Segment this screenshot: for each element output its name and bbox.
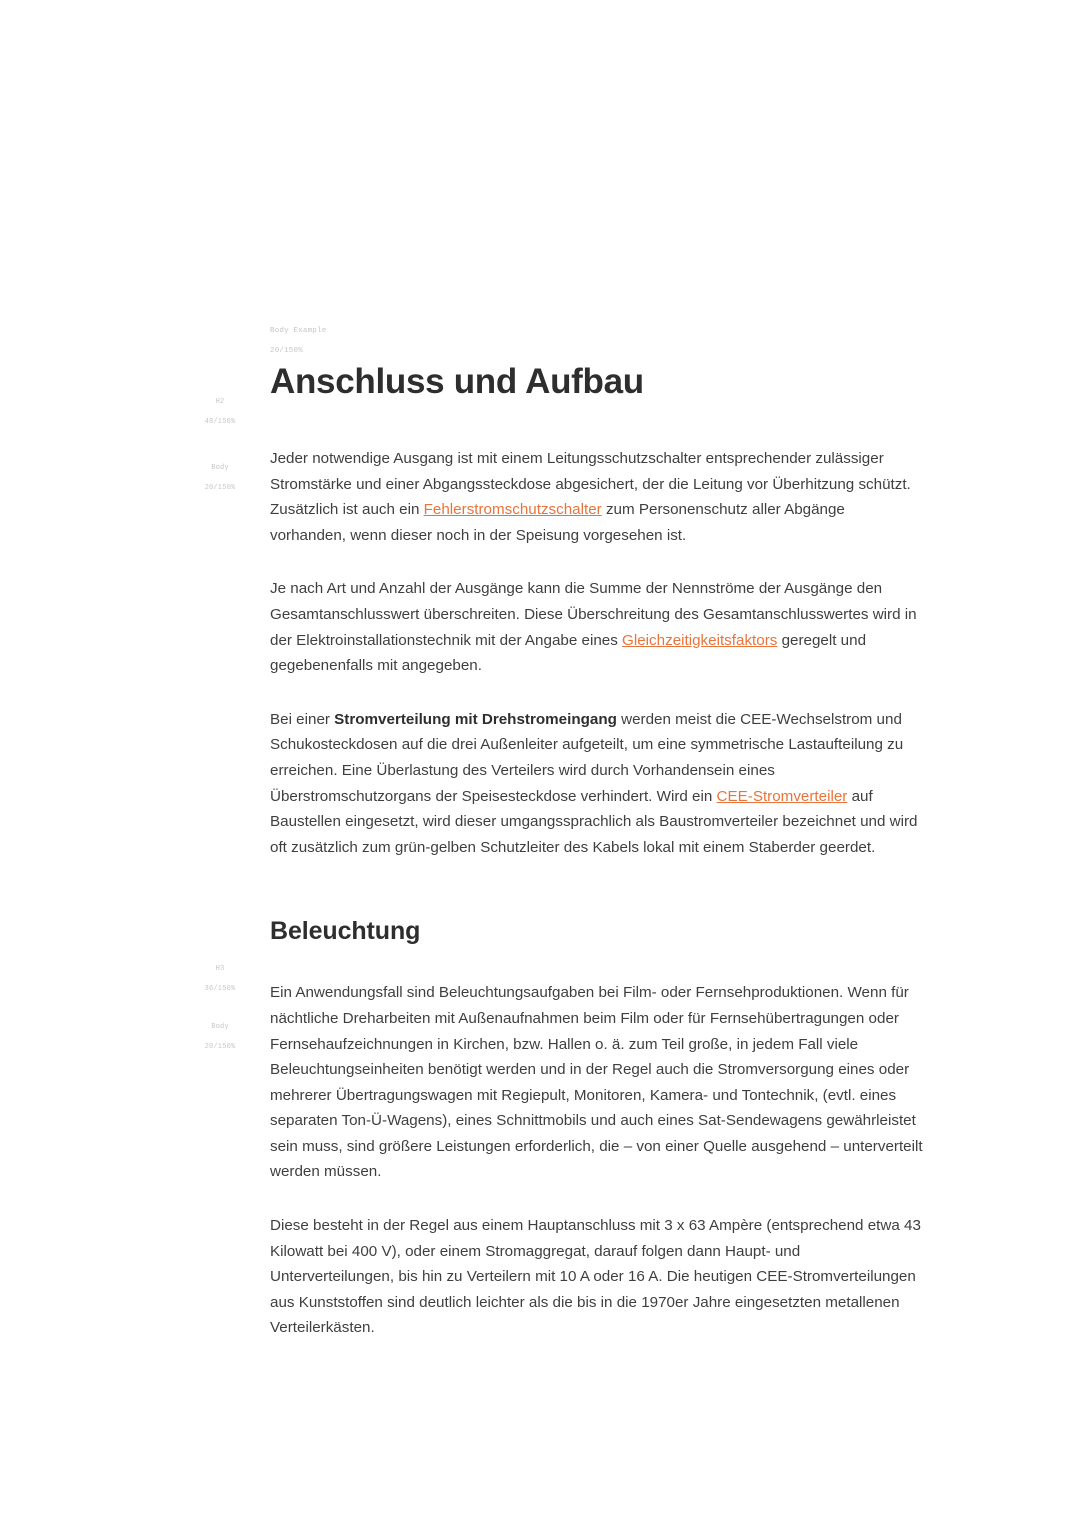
marker-body-2-name: Body xyxy=(211,1023,229,1031)
marker-body-example xyxy=(270,316,326,366)
marker-body-example-name: Body Example xyxy=(270,327,327,335)
marker-body-1-name: Body xyxy=(211,464,229,472)
marker-h3 xyxy=(190,954,250,1004)
section-title-beleuchtung: Beleuchtung xyxy=(270,917,421,946)
paragraph-3-text-c: auf Baustellen eingesetzt, wird dieser umgangssprachlich als Baustromverteiler bezeichnet und wird oft zusätzlich zum grün-gelben Schutzleiter des Kabels lokal mit einem Staberder geerdet. xyxy=(270,787,918,856)
paragraph-1-text-a: Jeder notwendige Ausgang ist mit einem Leitungsschutzschalter entsprechender zulässiger Stromstärke und einer Abgangssteckdose abgesichert, der die Leitung vor Überhitzung schützt. Zusätzlich ist auch ein xyxy=(270,450,911,519)
marker-h2-spec: 48/150% xyxy=(204,418,236,426)
document-content xyxy=(270,360,924,1341)
paragraph-3-text-b: werden meist die CEE-Wechselstrom und Schukosteckdosen auf die drei Außenleiter aufgeteilt, um eine symmetrische Lastaufteilung zu erreichen. Eine Überlastung des Verteilers wird durch Vorhandensein eines Überstromschutzorgans der Speisesteckdose verhindert. Wird ein xyxy=(270,710,904,805)
marker-h2-name: H2 xyxy=(215,398,225,406)
paragraph-3-text-a: Bei einer xyxy=(270,710,335,728)
marker-body-2 xyxy=(190,1012,250,1062)
marker-h3-spec: 36/150% xyxy=(204,985,236,993)
paragraph-3-bold-term: Stromverteilung mit Drehstromeingang xyxy=(334,710,617,728)
paragraph-2-text-a: Je nach Art und Anzahl der Ausgänge kann die Summe der Nennströme der Ausgänge den Gesamtanschlusswert überschreiten. Diese Überschreitung des Gesamtanschlusswertes wird in der Elektroinstallationstechnik mit der Angabe eines xyxy=(270,580,917,649)
link-cee-stromverteiler[interactable]: CEE-Stromverteiler xyxy=(716,787,848,805)
marker-body-2-spec: 20/150% xyxy=(204,1043,236,1051)
paragraph-1 xyxy=(270,446,924,548)
paragraph-4: Ein Anwendungsfall sind Beleuchtungsaufgaben bei Film- oder Fernsehproduktionen. Wenn für nächtliche Dreharbeiten mit Außenaufnahmen beim Film oder für Fernsehübertragungen oder Fernsehaufzeichnungen in Kirchen, bzw. Hallen o. ä. zum Teil große, in jedem Fall viele Beleuchtungseinheiten benötigt werden und in der Regel auch die Stromversorgung eines oder mehrerer Übertragungswagen mit Regiepult, Monitoren, Kamera- und Tontechnik, (evtl. eines separaten Ton-Ü-Wagens), eines Schnittmobils und auch eines Sat-Sendewagens gewährleistet sein muss, sind größere Leistungen erforderlich, die – von einer Quelle ausgehend – unterverteilt werden müssen. xyxy=(270,984,923,1181)
marker-body-example-spec: 20/150% xyxy=(270,347,303,355)
link-gleichzeitigkeitsfaktors[interactable]: Gleichzeitigkeitsfaktors xyxy=(622,631,778,649)
paragraph-5: Diese besteht in der Regel aus einem Hauptanschluss mit 3 x 63 Ampère (entsprechend etwa 43 Kilowatt bei 400 V), oder einem Stromaggregat, darauf folgen dann Haupt- und Unterverteilungen, bis hin zu Verteilern mit 10 A oder 16 A. Die heutigen CEE-Stromverteilungen aus Kunststoffen sind deutlich leichter als die bis in die 1970er Jahre eingesetzten metallenen Verteilerkästen. xyxy=(270,1217,921,1337)
paragraph-2 xyxy=(270,576,924,678)
marker-body-1 xyxy=(190,453,250,503)
paragraph-1-text-b: zum Personenschutz aller Abgänge vorhanden, wenn dieser noch in der Speisung vorgesehen ist. xyxy=(270,501,845,544)
link-fehlerstromschutzschalter[interactable]: Fehlerstromschutzschalter xyxy=(423,501,602,519)
marker-h2 xyxy=(190,387,250,437)
paragraph-2-text-b: geregelt und gegebenenfalls mit angegeben. xyxy=(270,631,867,675)
paragraph-3 xyxy=(270,707,924,861)
page-title: Anschluss und Aufbau xyxy=(270,362,644,401)
marker-body-1-spec: 20/150% xyxy=(204,484,236,492)
marker-h3-name: H3 xyxy=(215,965,225,973)
